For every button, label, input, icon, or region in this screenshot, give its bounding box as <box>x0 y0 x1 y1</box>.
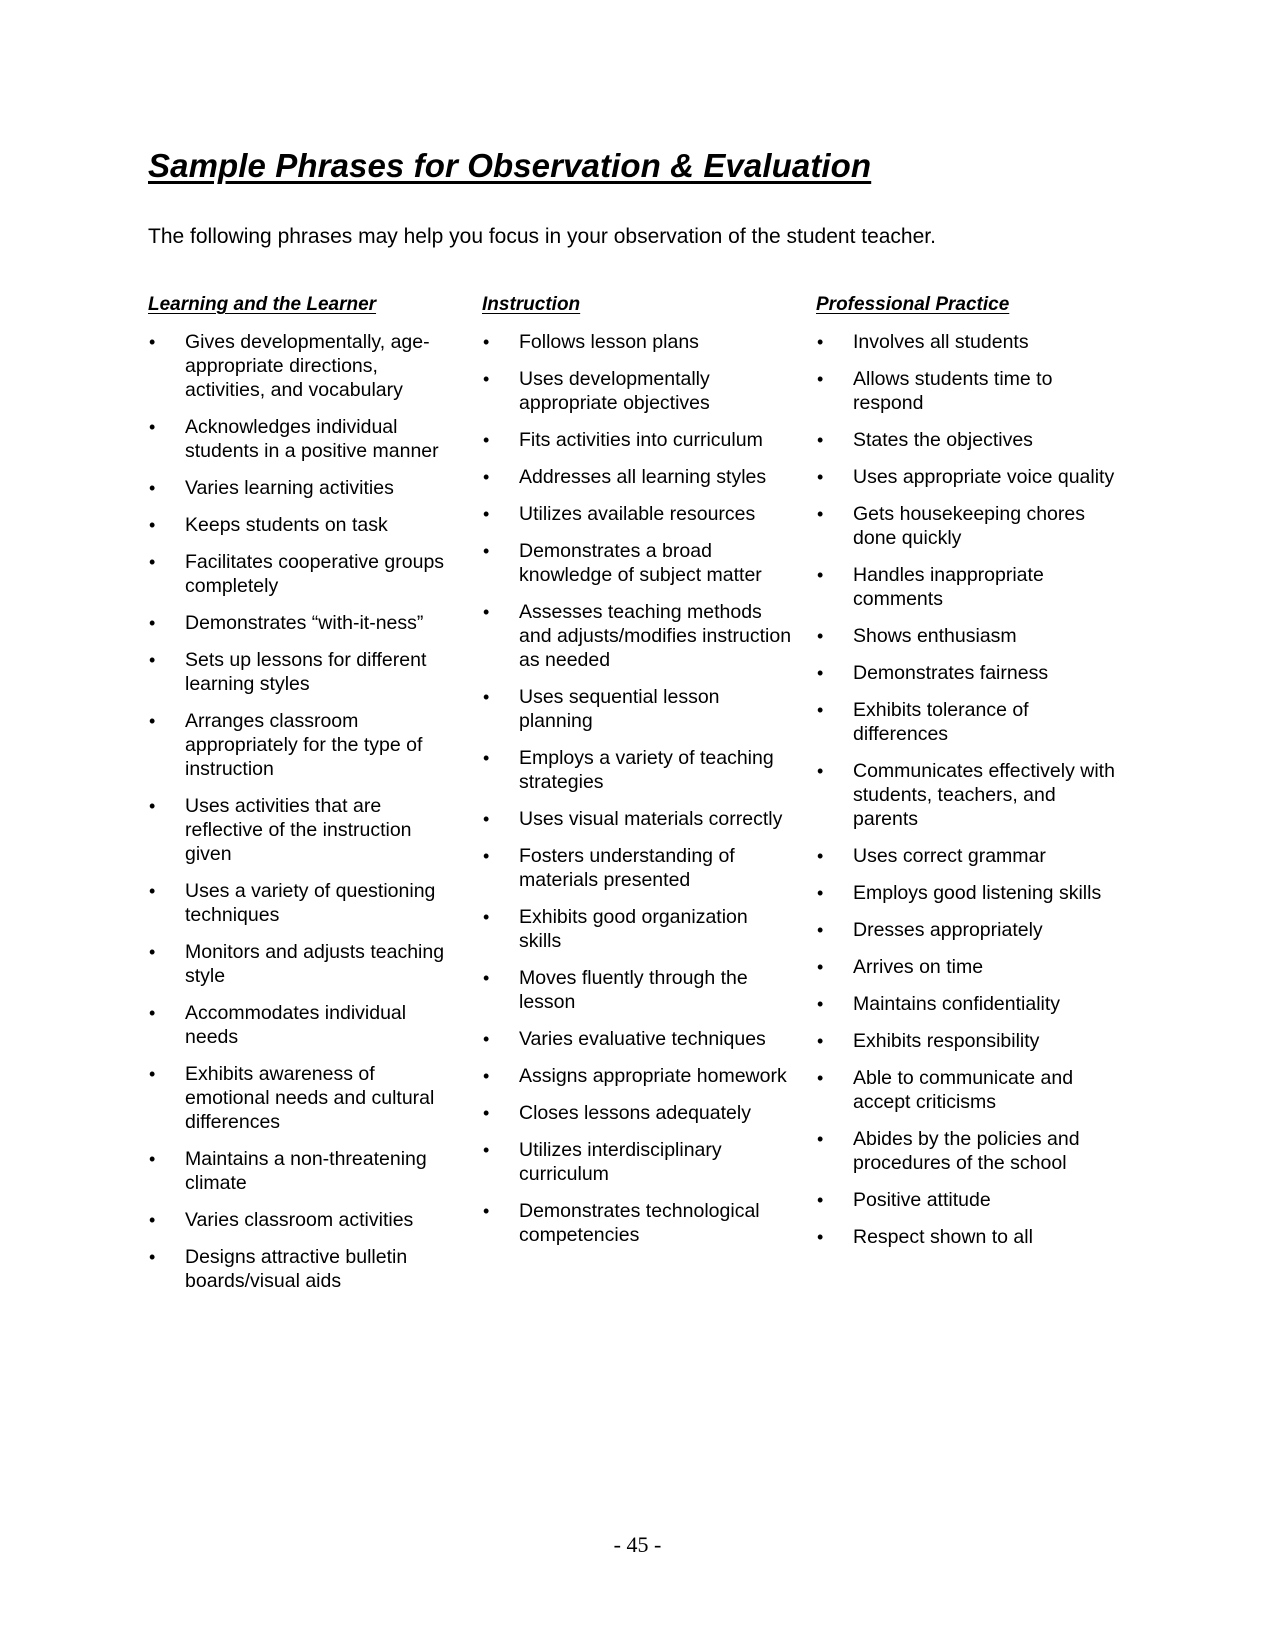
list-item: • Uses activities that are reflective of the instruction given <box>148 794 448 866</box>
list-item: • Demonstrates “with-it-ness” <box>148 611 448 635</box>
list-item: • Uses developmentally appropriate objectives <box>482 367 792 415</box>
list-item: • Assigns appropriate homework <box>482 1064 792 1088</box>
column-heading: Learning and the Learner <box>148 294 377 315</box>
column-instruction <box>482 294 792 1260</box>
phrase-list <box>148 330 448 1293</box>
phrase-list <box>816 330 1126 1249</box>
list-item: • Exhibits responsibility <box>816 1029 1126 1053</box>
list-item: • Designs attractive bulletin boards/visual aids <box>148 1245 448 1293</box>
list-item: • Respect shown to all <box>816 1225 1126 1249</box>
list-item: • Keeps students on task <box>148 513 448 537</box>
list-item: • Able to communicate and accept criticisms <box>816 1066 1126 1114</box>
intro-text: The following phrases may help you focus in your observation of the student teacher. <box>148 225 936 248</box>
list-item: • Accommodates individual needs <box>148 1001 448 1049</box>
list-item: • Uses a variety of questioning techniques <box>148 879 448 927</box>
list-item: • Exhibits tolerance of differences <box>816 698 1126 746</box>
list-item: • Utilizes interdisciplinary curriculum <box>482 1138 792 1186</box>
list-item: • Demonstrates fairness <box>816 661 1126 685</box>
column-professional-practice <box>816 294 1126 1262</box>
list-item: • Arrives on time <box>816 955 1126 979</box>
list-item: • Closes lessons adequately <box>482 1101 792 1125</box>
list-item: • Exhibits awareness of emotional needs and cultural differences <box>148 1062 448 1134</box>
list-item: • Demonstrates a broad knowledge of subject matter <box>482 539 792 587</box>
list-item: • Assesses teaching methods and adjusts/modifies instruction as needed <box>482 600 792 672</box>
column-heading: Professional Practice <box>816 294 1010 315</box>
phrase-list <box>482 330 792 1247</box>
list-item: • Involves all students <box>816 330 1126 354</box>
list-item: • Fosters understanding of materials presented <box>482 844 792 892</box>
column-heading: Instruction <box>482 294 581 315</box>
list-item: • Follows lesson plans <box>482 330 792 354</box>
list-item: • Uses correct grammar <box>816 844 1126 868</box>
list-item: • Uses appropriate voice quality <box>816 465 1126 489</box>
list-item: • Handles inappropriate comments <box>816 563 1126 611</box>
list-item: • Uses sequential lesson planning <box>482 685 792 733</box>
list-item: • Varies learning activities <box>148 476 448 500</box>
list-item: • Varies evaluative techniques <box>482 1027 792 1051</box>
list-item: • Gives developmentally, age-appropriate directions, activities, and vocabulary <box>148 330 448 402</box>
list-item: • Employs a variety of teaching strategies <box>482 746 792 794</box>
list-item: • Acknowledges individual students in a positive manner <box>148 415 448 463</box>
list-item: • Monitors and adjusts teaching style <box>148 940 448 988</box>
list-item: • Communicates effectively with students, teachers, and parents <box>816 759 1126 831</box>
list-item: • Sets up lessons for different learning styles <box>148 648 448 696</box>
list-item: • Shows enthusiasm <box>816 624 1126 648</box>
list-item: • Employs good listening skills <box>816 881 1126 905</box>
page-title: Sample Phrases for Observation & Evaluation <box>148 147 872 184</box>
list-item: • Allows students time to respond <box>816 367 1126 415</box>
list-item: • Dresses appropriately <box>816 918 1126 942</box>
list-item: • Varies classroom activities <box>148 1208 448 1232</box>
list-item: • Abides by the policies and procedures of the school <box>816 1127 1126 1175</box>
list-item: • Exhibits good organization skills <box>482 905 792 953</box>
list-item: • Gets housekeeping chores done quickly <box>816 502 1126 550</box>
column-learning-and-the-learner <box>148 294 448 1306</box>
list-item: • Arranges classroom appropriately for the type of instruction <box>148 709 448 781</box>
list-item: • Positive attitude <box>816 1188 1126 1212</box>
list-item: • Maintains confidentiality <box>816 992 1126 1016</box>
page-number: - 45 - <box>613 1532 662 1557</box>
list-item: • States the objectives <box>816 428 1126 452</box>
list-item: • Moves fluently through the lesson <box>482 966 792 1014</box>
list-item: • Uses visual materials correctly <box>482 807 792 831</box>
list-item: • Facilitates cooperative groups completely <box>148 550 448 598</box>
list-item: • Demonstrates technological competencies <box>482 1199 792 1247</box>
list-item: • Addresses all learning styles <box>482 465 792 489</box>
list-item: • Utilizes available resources <box>482 502 792 526</box>
list-item: • Maintains a non-threatening climate <box>148 1147 448 1195</box>
list-item: • Fits activities into curriculum <box>482 428 792 452</box>
